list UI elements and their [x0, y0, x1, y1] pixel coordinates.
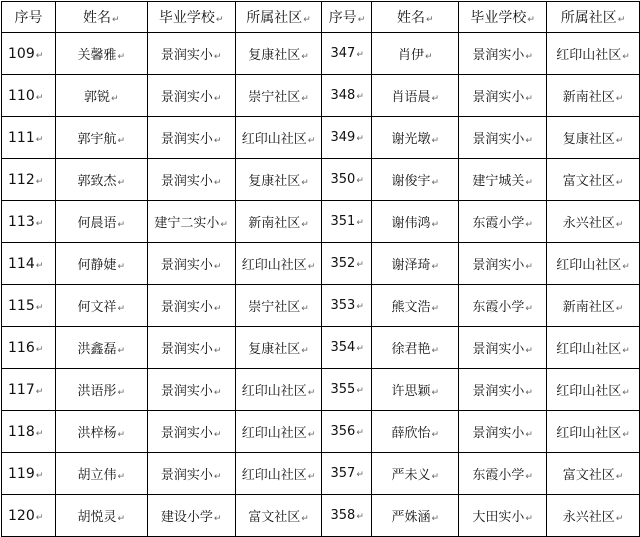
name-cell-2: 薛欣怡↵	[372, 411, 459, 453]
community-cell-2: 红印山社区↵	[547, 369, 640, 411]
school-cell: 景润实小↵	[147, 33, 235, 75]
name-cell: 洪鑫磊↵	[55, 327, 147, 369]
school-cell: 景润实小↵	[147, 327, 235, 369]
table-row	[2, 243, 640, 285]
community-cell-2: 新南社区↵	[547, 75, 640, 117]
name-cell: 何静婕↵	[55, 243, 147, 285]
name-cell-2: 许思颖↵	[372, 369, 459, 411]
header-cell-school: 毕业学校↵	[147, 2, 235, 33]
name-cell-2: 谢泽琦↵	[372, 243, 459, 285]
table-row	[2, 75, 640, 117]
table-row	[2, 495, 640, 537]
header-cell-seq: 序号	[2, 2, 56, 33]
school-cell-2: 景润实小↵	[459, 327, 547, 369]
header-cell-community: 所属社区↵	[235, 2, 322, 33]
seq-cell-2: 354↵	[322, 327, 372, 369]
school-cell: 景润实小↵	[147, 159, 235, 201]
name-cell-2: 肖伊↵	[372, 33, 459, 75]
seq-cell: 111↵	[2, 117, 56, 159]
table-row	[2, 453, 640, 495]
header-cell-seq-2: 序号↵	[322, 2, 372, 33]
community-cell: 复康社区↵	[235, 159, 322, 201]
school-cell: 景润实小↵	[147, 75, 235, 117]
school-cell-2: 景润实小↵	[459, 75, 547, 117]
seq-cell-2: 351↵	[322, 201, 372, 243]
seq-cell: 119↵	[2, 453, 56, 495]
community-cell-2: 红印山社区↵	[547, 243, 640, 285]
community-cell-2: 红印山社区↵	[547, 33, 640, 75]
community-cell-2: 红印山社区↵	[547, 327, 640, 369]
community-cell: 红印山社区↵	[235, 453, 322, 495]
seq-cell-2: 353↵	[322, 285, 372, 327]
name-cell: 胡立伟↵	[55, 453, 147, 495]
school-cell: 景润实小↵	[147, 243, 235, 285]
name-cell-2: 谢俊宇↵	[372, 159, 459, 201]
table-body	[2, 2, 640, 537]
community-cell-2: 永兴社区↵	[547, 201, 640, 243]
seq-cell: 120↵	[2, 495, 56, 537]
name-cell: 洪梓杨↵	[55, 411, 147, 453]
table-row	[2, 285, 640, 327]
table-row	[2, 33, 640, 75]
school-cell-2: 景润实小↵	[459, 33, 547, 75]
table-row	[2, 327, 640, 369]
community-cell: 红印山社区↵	[235, 243, 322, 285]
seq-cell: 115↵	[2, 285, 56, 327]
name-cell-2: 严未义↵	[372, 453, 459, 495]
table-row	[2, 201, 640, 243]
seq-cell-2: 347↵	[322, 33, 372, 75]
seq-cell: 118↵	[2, 411, 56, 453]
community-cell: 崇宁社区↵	[235, 75, 322, 117]
community-cell-2: 富文社区↵	[547, 159, 640, 201]
name-cell-2: 熊文浩↵	[372, 285, 459, 327]
seq-cell-2: 352↵	[322, 243, 372, 285]
seq-cell: 113↵	[2, 201, 56, 243]
table-row	[2, 117, 640, 159]
school-cell-2: 东霞小学↵	[459, 201, 547, 243]
school-cell: 建宁二实小↵	[147, 201, 235, 243]
seq-cell-2: 357↵	[322, 453, 372, 495]
table-row	[2, 369, 640, 411]
name-cell: 胡悦灵↵	[55, 495, 147, 537]
school-cell-2: 建宁城关↵	[459, 159, 547, 201]
seq-cell: 117↵	[2, 369, 56, 411]
school-cell-2: 景润实小↵	[459, 243, 547, 285]
community-cell-2: 富文社区↵	[547, 453, 640, 495]
name-cell: 郭宇航↵	[55, 117, 147, 159]
seq-cell-2: 349↵	[322, 117, 372, 159]
seq-cell-2: 348↵	[322, 75, 372, 117]
community-cell-2: 新南社区↵	[547, 285, 640, 327]
community-cell-2: 复康社区↵	[547, 117, 640, 159]
header-cell-school-2: 毕业学校↵	[459, 2, 547, 33]
seq-cell: 114↵	[2, 243, 56, 285]
name-cell-2: 严姝涵↵	[372, 495, 459, 537]
school-cell: 建设小学↵	[147, 495, 235, 537]
school-cell-2: 景润实小↵	[459, 411, 547, 453]
name-cell-2: 谢伟鸿↵	[372, 201, 459, 243]
community-cell: 复康社区↵	[235, 33, 322, 75]
name-cell: 关馨雅↵	[55, 33, 147, 75]
community-cell: 红印山社区↵	[235, 369, 322, 411]
name-cell: 郭致杰↵	[55, 159, 147, 201]
seq-cell-2: 355↵	[322, 369, 372, 411]
name-cell: 何文祥↵	[55, 285, 147, 327]
community-cell-2: 永兴社区↵	[547, 495, 640, 537]
table-row	[2, 159, 640, 201]
name-cell-2: 谢光墩↵	[372, 117, 459, 159]
name-cell-2: 肖语晨↵	[372, 75, 459, 117]
school-cell: 景润实小↵	[147, 117, 235, 159]
seq-cell: 109↵	[2, 33, 56, 75]
table-row	[2, 411, 640, 453]
name-cell: 洪语彤↵	[55, 369, 147, 411]
seq-cell: 116↵	[2, 327, 56, 369]
header-cell-name-2: 姓名↵	[372, 2, 459, 33]
header-cell-name: 姓名↵	[55, 2, 147, 33]
community-cell-2: 红印山社区↵	[547, 411, 640, 453]
student-table	[1, 1, 640, 537]
seq-cell-2: 350↵	[322, 159, 372, 201]
seq-cell-2: 356↵	[322, 411, 372, 453]
community-cell: 富文社区↵	[235, 495, 322, 537]
seq-cell: 112↵	[2, 159, 56, 201]
header-row	[2, 2, 640, 33]
school-cell-2: 景润实小↵	[459, 369, 547, 411]
seq-cell: 110↵	[2, 75, 56, 117]
school-cell: 景润实小↵	[147, 453, 235, 495]
school-cell: 景润实小↵	[147, 285, 235, 327]
community-cell: 红印山社区↵	[235, 117, 322, 159]
name-cell: 郭锐↵	[55, 75, 147, 117]
community-cell: 红印山社区↵	[235, 411, 322, 453]
school-cell-2: 大田实小↵	[459, 495, 547, 537]
seq-cell-2: 358↵	[322, 495, 372, 537]
community-cell: 新南社区↵	[235, 201, 322, 243]
header-cell-community-2: 所属社区↵	[547, 2, 640, 33]
school-cell-2: 东霞小学↵	[459, 453, 547, 495]
community-cell: 复康社区↵	[235, 327, 322, 369]
school-cell-2: 景润实小↵	[459, 117, 547, 159]
name-cell-2: 徐君艳↵	[372, 327, 459, 369]
community-cell: 崇宁社区↵	[235, 285, 322, 327]
school-cell: 景润实小↵	[147, 411, 235, 453]
school-cell-2: 东霞小学↵	[459, 285, 547, 327]
school-cell: 景润实小↵	[147, 369, 235, 411]
name-cell: 何晨语↵	[55, 201, 147, 243]
